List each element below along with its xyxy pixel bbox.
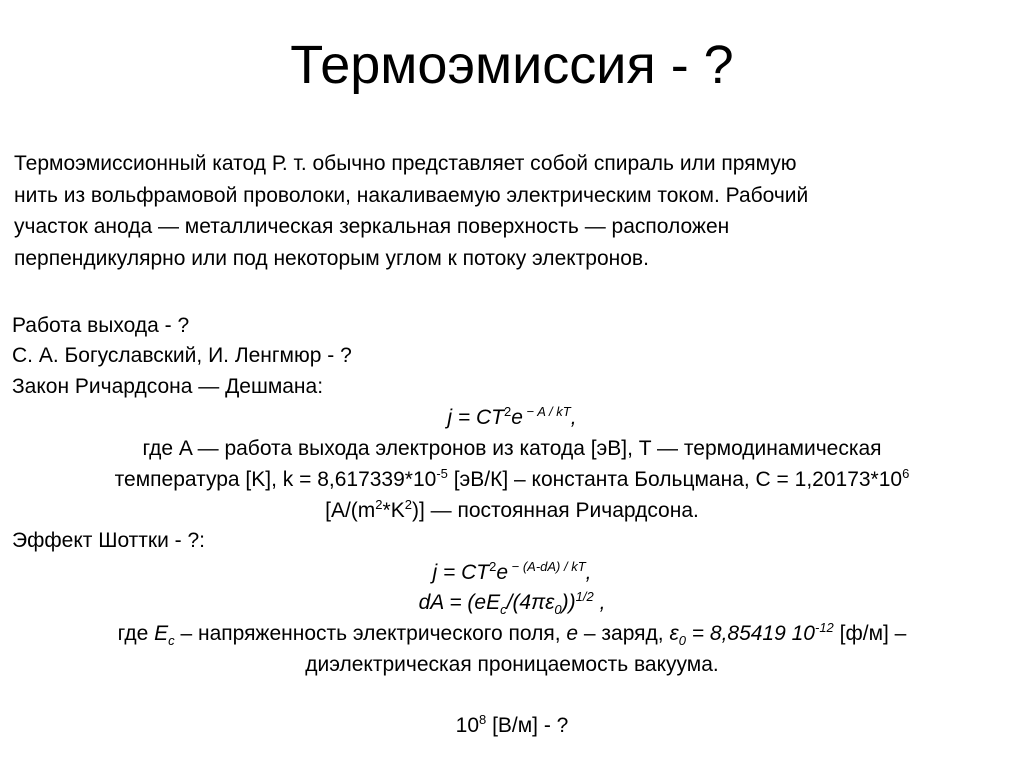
where-line-5: диэлектрическая проницаемость вакуума.: [305, 653, 719, 676]
where-text: [ф/м] –: [833, 622, 907, 645]
intro-paragraph: [14, 148, 1004, 274]
where-line-2: [0, 465, 1024, 497]
subscript: c: [500, 602, 507, 617]
formula-lhs: j = CT: [432, 561, 490, 584]
exponent: 8: [479, 712, 487, 727]
exponent: 6: [902, 466, 910, 481]
field-strength-question: [0, 711, 1024, 743]
da-formula: [0, 588, 1024, 620]
formula-tail: ,: [585, 561, 592, 584]
formula-exponent: − (A-dA) / kT: [508, 559, 586, 574]
where-line-1: где A — работа выхода электронов из катода [эВ], T — термодинамическая: [142, 437, 882, 460]
field-base: 10: [455, 714, 479, 737]
formula-part: dA = (eE: [418, 591, 501, 614]
schottky-formula: [0, 558, 1024, 590]
richardson-formula: [0, 403, 1024, 435]
question-work-function: Работа выхода - ?: [12, 314, 190, 337]
exponent: 2: [404, 497, 412, 512]
where-text: [эВ/К] – константа Больцмана, C = 1,20173*10: [447, 468, 903, 491]
law-heading: Закон Ричардсона — Дешмана:: [12, 375, 324, 398]
where-text: – напряженность электрического поля,: [174, 622, 567, 645]
where-text: где: [117, 622, 155, 645]
formula-t-exponent: 2: [489, 559, 497, 574]
subscript: c: [168, 633, 175, 648]
where-text: *K: [382, 499, 405, 522]
exponent: 1/2: [575, 589, 594, 604]
schottky-heading: Эффект Шоттки - ?:: [12, 529, 205, 552]
formula-part: /(4πε: [506, 591, 555, 614]
where-text: – заряд,: [578, 622, 670, 645]
formula-e: e: [496, 561, 508, 584]
where-line-3: [0, 496, 1024, 528]
formula-lhs: j = CT: [447, 406, 504, 429]
formula-tail: ,: [570, 406, 577, 429]
exponent: -12: [815, 620, 834, 635]
paragraph-line: перпендикулярно или под некоторым углом к потоку электронов.: [14, 246, 649, 270]
paragraph-line: участок анода — металлическая зеркальная поверхность — расположен: [14, 215, 730, 238]
epsilon-value: = 8,85419 10: [685, 622, 815, 645]
paragraph-line: Термоэмиссионный катод Р. т. обычно представляет собой спираль или прямую: [14, 152, 797, 175]
where-text: температура [K], k = 8,617339*10: [114, 468, 437, 491]
where-text: )] — постоянная Ричардсона.: [411, 499, 699, 522]
question-scientists: С. А. Богуславский, И. Ленгмюр - ?: [12, 344, 352, 367]
where-line-4: [0, 619, 1024, 651]
exponent: -5: [436, 466, 448, 481]
subscript: 0: [554, 602, 562, 617]
formula-t-exponent: 2: [504, 404, 512, 419]
epsilon-symbol: ε: [669, 622, 679, 645]
field-symbol: E: [154, 622, 169, 645]
formula-e: e: [511, 406, 523, 429]
formula-part: )): [561, 591, 576, 614]
paragraph-line: нить из вольфрамовой проволоки, накаливаемую электрическим током. Рабочий: [14, 183, 809, 207]
charge-symbol: e: [566, 622, 579, 645]
slide-title: Термоэмиссия - ?: [290, 35, 734, 95]
field-rest: [В/м] - ?: [486, 714, 569, 737]
formula-exponent: − A / kT: [522, 404, 571, 419]
subscript: 0: [678, 633, 686, 648]
exponent: 2: [375, 497, 383, 512]
formula-part: ,: [593, 591, 606, 614]
where-text: [A/(m: [325, 499, 376, 522]
